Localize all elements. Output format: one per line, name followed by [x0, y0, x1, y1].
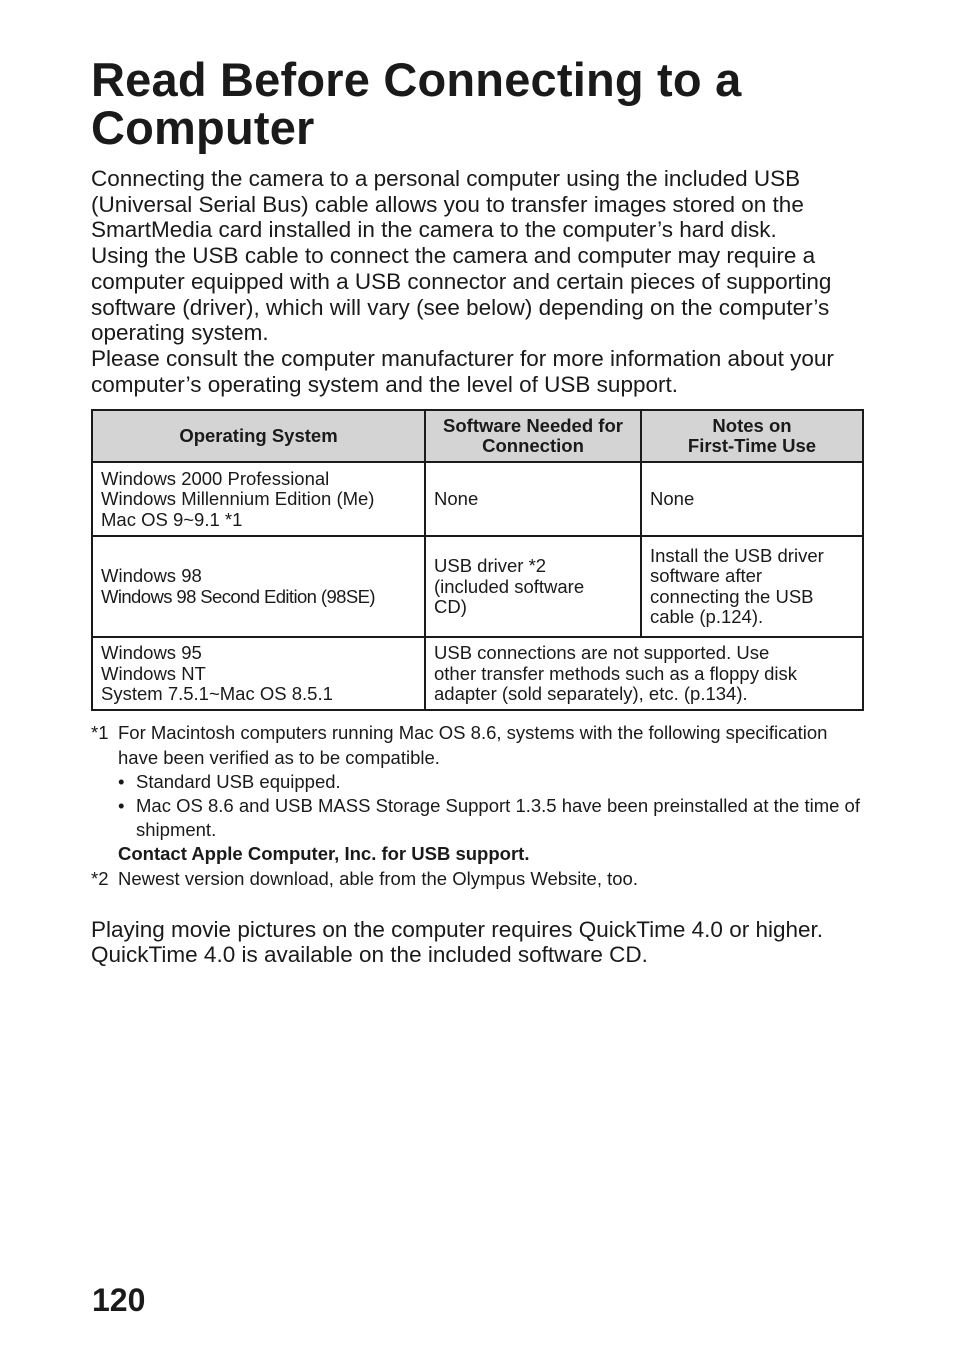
- footnote-mark: *1: [91, 722, 109, 744]
- table-header-row: [92, 410, 863, 462]
- footnote-text: Newest version download, able from the Olympus Website, too.: [118, 867, 638, 889]
- header-notes: Notes on First-Time Use: [641, 410, 863, 462]
- table-row: [92, 637, 863, 710]
- footnote-1: [91, 721, 865, 866]
- page-content: [91, 53, 865, 968]
- footnotes: [91, 721, 865, 890]
- software-cell: None: [425, 462, 641, 536]
- footnote-mark: *2: [91, 867, 109, 889]
- table-row: [92, 462, 863, 536]
- table-row: [92, 536, 863, 637]
- notes-cell: None: [641, 462, 863, 536]
- os-cell: Windows 98 Windows 98 Second Edition (98SE): [92, 536, 425, 637]
- page-number: 120: [92, 1282, 146, 1318]
- notes-cell: Install the USB driver software after connecting the USB cable (p.124).: [641, 536, 863, 637]
- page-title: [91, 53, 865, 154]
- list-item: • Mac OS 8.6 and USB MASS Storage Support 1.3.5 have been preinstalled at the time of shipment.: [118, 794, 865, 842]
- os-cell: Windows 95 Windows NT System 7.5.1~Mac OS 8.5.1: [92, 637, 425, 710]
- unsupported-note-cell: USB connections are not supported. Use other transfer methods such as a floppy disk adapter (sold separately), etc. (p.134).: [425, 637, 863, 710]
- title-line-1: Read Before Connecting to a: [91, 53, 742, 106]
- os-cell: Windows 2000 Professional Windows Millennium Edition (Me) Mac OS 9~9.1 *1: [92, 462, 425, 536]
- header-software-needed: Software Needed for Connection: [425, 410, 641, 462]
- list-item: • Standard USB equipped.: [118, 770, 865, 794]
- intro-paragraph: Please consult the computer manufacturer for more information about your computer’s operating system and the level of USB support.: [91, 345, 834, 397]
- intro-paragraph: Connecting the camera to a personal computer using the included USB (Universal Serial Bus) cable allows you to transfer images stored on the SmartMedia card installed in the camera to the computer’s hard disk.: [91, 166, 804, 243]
- bullet-icon: •: [118, 794, 125, 816]
- software-cell: USB driver *2 (included software CD): [425, 536, 641, 637]
- footnote-2: [91, 867, 865, 891]
- bullet-icon: •: [118, 770, 125, 792]
- header-operating-system: Operating System: [92, 410, 425, 462]
- quicktime-note: Playing movie pictures on the computer requires QuickTime 4.0 or higher. QuickTime 4.0 is available on the included software CD.: [91, 916, 824, 968]
- intro-paragraph: Using the USB cable to connect the camera and computer may require a computer equipped with a USB connector and certain pieces of supporting software (driver), which will vary (see below) depending on the computer’s operating system.: [91, 243, 832, 346]
- os-requirements-table: [91, 409, 864, 711]
- footnote-text: For Macintosh computers running Mac OS 8.6, systems with the following specification have been verified as to be compatible.: [118, 722, 828, 768]
- title-line-2: Computer: [91, 101, 315, 154]
- apple-contact-note: Contact Apple Computer, Inc. for USB support.: [118, 843, 530, 865]
- intro-text: [91, 166, 865, 397]
